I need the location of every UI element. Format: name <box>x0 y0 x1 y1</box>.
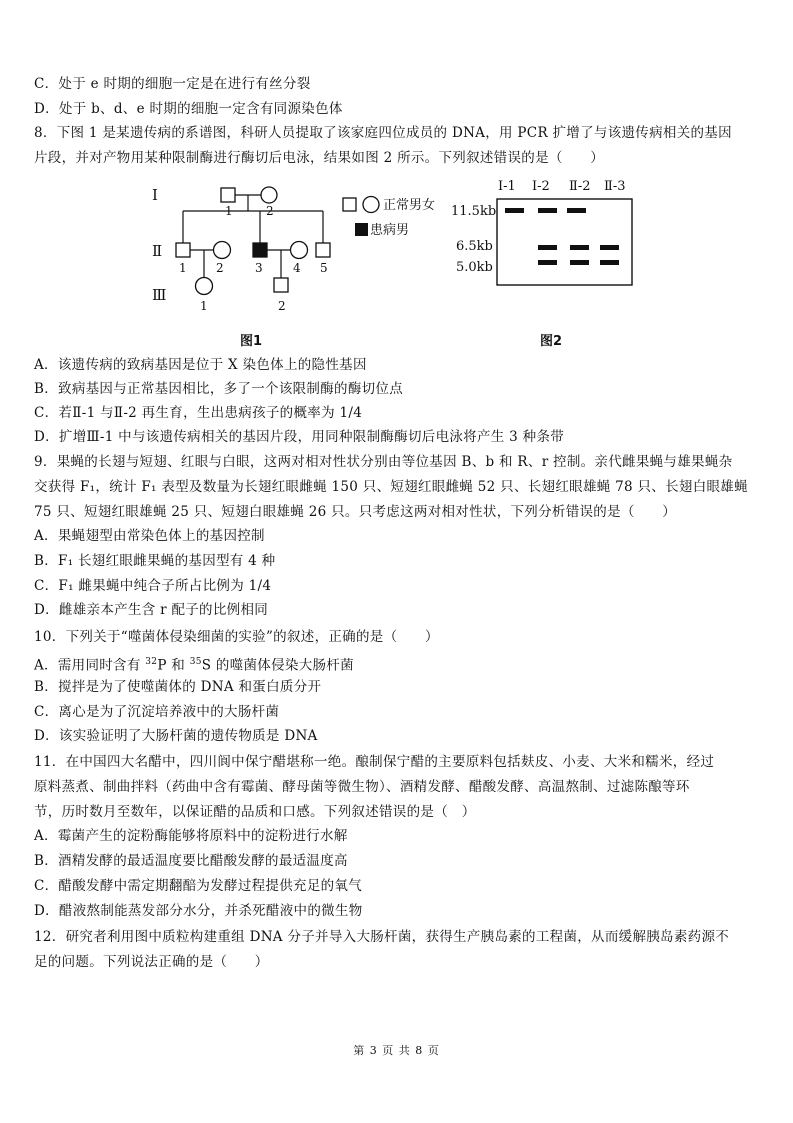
legend-normal-label: 正常男女 <box>383 198 436 213</box>
figure1-caption: 图1 <box>240 334 263 349</box>
q9-stem-line2: 交获得 F₁，统计 F₁ 表型及数量为长翅红眼雌蝇 150 只、短翅红眼雌蝇 52 只、长翅红眼雄蝇 78 只、长翅白眼雄蝇 <box>34 479 748 495</box>
q8-option-c: C．若Ⅱ-1 与Ⅱ-2 再生育，生出患病孩子的概率为 1/4 <box>34 405 363 421</box>
q9-option-c: C．F₁ 雌果蝇中纯合子所占比例为 1/4 <box>34 578 272 594</box>
q9-option-b: B．F₁ 长翅红眼雌果蝇的基因型有 4 种 <box>34 553 276 569</box>
band-I1-11.5kb <box>505 208 524 213</box>
q8-stem-line2: 片段，并对产物用某种限制酶进行酶切后电泳，结果如图 2 所示。下列叙述错误的是（ ） <box>34 150 605 166</box>
q11-stem-line1: 11．在中国四大名醋中，四川阆中保宁醋堪称一绝。酿制保宁醋的主要原料包括麸皮、小麦、大米和糯米，经过 <box>34 754 715 770</box>
band-II2-5.0kb <box>570 260 589 265</box>
q11-stem-line2: 原料蒸煮、制曲拌料（药曲中含有霉菌、酵母菌等微生物）、酒精发酵、醋酸发酵、高温熬制、过滤陈酿等环 <box>34 779 690 795</box>
num-II2: 2 <box>216 261 224 275</box>
q10a-text-3: S 的噬菌体侵染大肠杆菌 <box>201 657 354 674</box>
num-II4: 4 <box>293 261 301 275</box>
q7-option-d: D．处于 b、d、e 时期的细胞一定含有同源染色体 <box>34 101 343 117</box>
lane-label-2: Ⅰ-2 <box>532 179 550 194</box>
q8-option-a: A．该遗传病的致病基因是位于 X 染色体上的隐性基因 <box>34 357 367 373</box>
q9-stem-line3: 75 只、短翅红眼雄蝇 25 只、短翅白眼雄蝇 26 只。只考虑这两对相对性状，下列分析错误的是（ ） <box>34 504 677 520</box>
q12-stem-line2: 足的问题。下列说法正确的是（ ） <box>34 954 269 970</box>
q11-stem-line3: 节，历时数月至数年，以保证醋的品质和口感。下列叙述错误的是（ ） <box>34 804 476 820</box>
q10-stem: 10．下列关于“噬菌体侵染细菌的实验”的叙述，正确的是（ ） <box>34 629 439 645</box>
legend-normal-male-icon <box>343 198 356 211</box>
num-II1: 1 <box>179 261 187 275</box>
q10-option-d: D．该实验证明了大肠杆菌的遗传物质是 DNA <box>34 728 318 744</box>
pedigree-II3-affected-male <box>253 243 267 257</box>
q12-stem-line1: 12．研究者利用图中质粒构建重组 DNA 分子并导入大肠杆菌，获得生产胰岛素的工程菌，从而缓解胰岛素药源不 <box>34 929 730 945</box>
q11-option-a: A．霉菌产生的淀粉酶能够将原料中的淀粉进行水解 <box>34 828 348 844</box>
legend-affected-label: 患病男 <box>370 223 410 238</box>
q11-option-b: B．酒精发酵的最适温度要比醋酸发酵的最适温度高 <box>34 853 348 869</box>
pedigree-III1-normal-female <box>196 278 213 295</box>
num-I1: 1 <box>225 204 233 218</box>
q9-option-a: A．果蝇翅型由常染色体上的基因控制 <box>34 528 265 544</box>
num-I2: 2 <box>266 204 274 218</box>
pedigree-II5-normal-male <box>316 243 330 257</box>
q10-option-c: C．离心是为了沉淀培养液中的大肠杆菌 <box>34 704 280 720</box>
lane-label-3: Ⅱ-2 <box>569 179 591 194</box>
q9-option-d: D．雌雄亲本产生含 r 配子的比例相同 <box>34 602 269 618</box>
band-I2-5.0kb <box>538 260 557 265</box>
legend-affected-male-icon <box>355 223 368 236</box>
pedigree-II2-normal-female <box>214 242 231 259</box>
gen-label-1: Ⅰ <box>152 186 158 204</box>
band-I2-6.5kb <box>538 245 557 250</box>
page-footer: 第 3 页 共 8 页 <box>353 1044 440 1057</box>
q11-option-c: C．醋酸发酵中需定期翻醅为发酵过程提供充足的氧气 <box>34 878 363 894</box>
q9-stem-line1: 9．果蝇的长翅与短翅、红眼与白眼，这两对相对性状分别由等位基因 B、b 和 R、r 控制。亲代雌果蝇与雄果蝇杂 <box>34 454 733 470</box>
lane-label-4: Ⅱ-3 <box>604 179 626 194</box>
q7-option-c: C．处于 e 时期的细胞一定是在进行有丝分裂 <box>34 76 311 92</box>
q10a-text-1: A．需用同时含有 <box>34 657 146 674</box>
marker-6-5kb: 6.5kb <box>456 239 493 254</box>
gen-label-2: Ⅱ <box>152 242 163 260</box>
band-II2-11.5kb <box>567 208 586 213</box>
figure2-caption: 图2 <box>540 334 563 349</box>
q10a-text-2: P 和 <box>157 657 190 674</box>
q10-option-b: B．搅拌是为了使噬菌体的 DNA 和蛋白质分开 <box>34 679 322 695</box>
q8-figures <box>0 168 793 353</box>
band-I2-11.5kb <box>538 208 557 213</box>
band-II3-5.0kb <box>600 260 619 265</box>
pedigree-I2-normal-female <box>261 187 277 203</box>
num-III2: 2 <box>278 299 286 313</box>
pedigree-II4-normal-female <box>291 242 308 259</box>
gen-label-3: Ⅲ <box>152 286 167 304</box>
q8-option-d: D．扩增Ⅲ-1 中与该遗传病相关的基因片段，用同种限制酶酶切后电泳将产生 3 种条带 <box>34 429 565 445</box>
num-II5: 5 <box>320 261 328 275</box>
pedigree-and-gel-figure <box>0 168 793 353</box>
q10a-isotope-35: 35 <box>189 657 202 667</box>
pedigree-I1-normal-male <box>221 188 235 202</box>
q10a-isotope-32: 32 <box>145 657 158 667</box>
q11-option-d: D．醋液熬制能蒸发部分水分，并杀死醋液中的微生物 <box>34 903 363 919</box>
marker-5-0kb: 5.0kb <box>456 260 493 275</box>
q8-option-b: B．致病基因与正常基因相比，多了一个该限制酶的酶切位点 <box>34 381 404 397</box>
band-II3-6.5kb <box>600 245 619 250</box>
pedigree-III2-normal-male <box>274 278 288 292</box>
lane-label-1: Ⅰ-1 <box>498 179 516 194</box>
q8-stem-line1: 8．下图 1 是某遗传病的系谱图，科研人员提取了该家庭四位成员的 DNA，用 PCR 扩增了与该遗传病相关的基因 <box>34 125 732 141</box>
q10-option-a <box>34 652 764 676</box>
legend-normal-female-icon <box>363 197 379 213</box>
band-II2-6.5kb <box>570 245 589 250</box>
marker-11-5kb: 11.5kb <box>451 204 497 219</box>
num-III1: 1 <box>200 299 208 313</box>
pedigree-II1-normal-male <box>176 243 190 257</box>
num-II3: 3 <box>255 261 263 275</box>
